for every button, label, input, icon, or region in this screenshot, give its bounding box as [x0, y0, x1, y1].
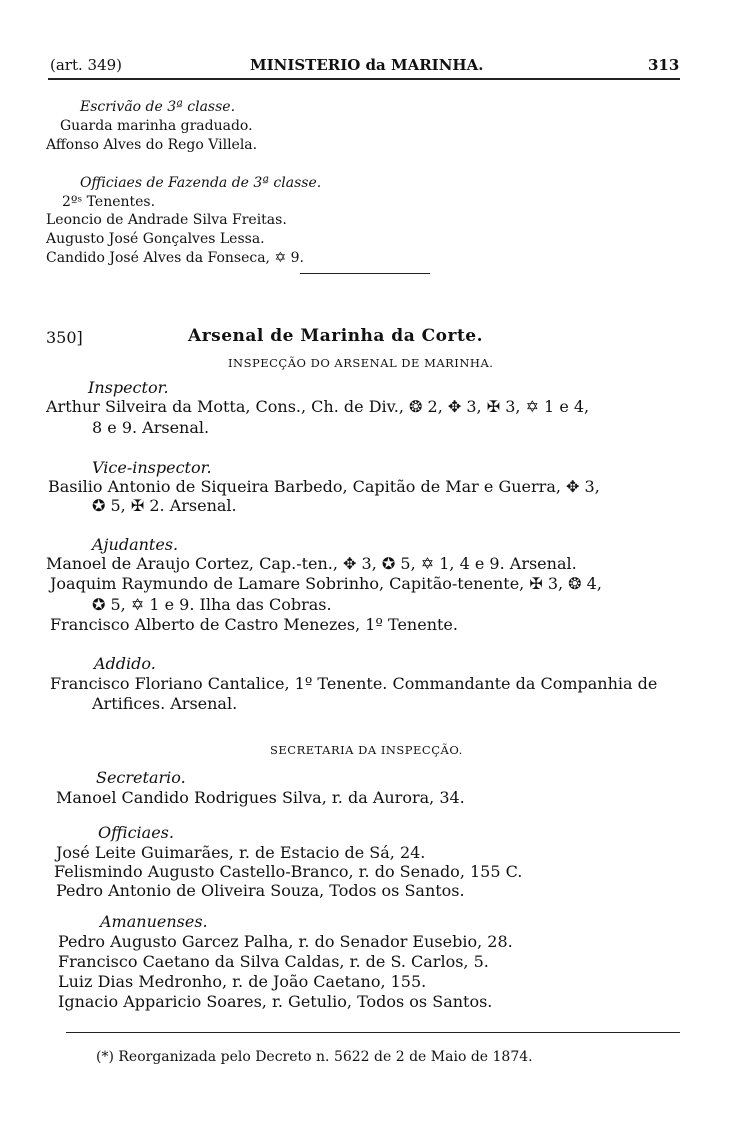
entry-line: Pedro Antonio de Oliveira Souza, Todos os Santos. [56, 881, 465, 900]
role-heading-inspector: Inspector. [88, 378, 169, 397]
section-heading-officiaes-fazenda: Officiaes de Fazenda de 3ª classe. [80, 175, 322, 191]
entry-line: Ignacio Apparicio Soares, r. Getulio, Todos os Santos. [58, 992, 493, 1011]
role-heading-officiaes: Officiaes. [98, 823, 174, 842]
entry-continuation: Artifices. Arsenal. [92, 694, 238, 713]
page-number: 313 [648, 56, 680, 74]
entry-line: Basilio Antonio de Siqueira Barbedo, Capitão de Mar e Guerra, ✥ 3, [48, 477, 600, 496]
entry-line: Felismindo Augusto Castello-Branco, r. do Senado, 155 C. [54, 862, 523, 881]
role-heading-amanuenses: Amanuenses. [100, 912, 208, 931]
entry-line: José Leite Guimarães, r. de Estacio de Sá, 24. [56, 843, 426, 862]
entry-name: Augusto José Gonçalves Lessa. [46, 231, 265, 247]
role-heading-ajudantes: Ajudantes. [92, 535, 179, 554]
section-subtitle: INSPECÇÃO DO ARSENAL DE MARINHA. [228, 356, 494, 370]
entry-line: Pedro Augusto Garcez Palha, r. do Senador Eusebio, 28. [58, 932, 513, 951]
entry-line: Luiz Dias Medronho, r. de João Caetano, 155. [58, 972, 427, 991]
entry-line: Francisco Floriano Cantalice, 1º Tenente. Commandante da Companhia de [50, 674, 658, 693]
role-heading-secretario: Secretario. [96, 768, 186, 787]
entry-name: Leoncio de Andrade Silva Freitas. [46, 212, 287, 228]
entry-line: Arthur Silveira da Motta, Cons., Ch. de Div., ❂ 2, ✥ 3, ✠ 3, ✡ 1 e 4, [46, 397, 590, 416]
entry-name: Candido José Alves da Fonseca, ✡ 9. [46, 250, 304, 266]
entry-continuation: 8 e 9. Arsenal. [92, 418, 210, 437]
running-title: MINISTERIO da MARINHA. [250, 56, 484, 74]
entry-line: Joaquim Raymundo de Lamare Sobrinho, Capitão-tenente, ✠ 3, ❂ 4, [50, 574, 602, 593]
footnote: (*) Reorganizada pelo Decreto n. 5622 de 2 de Maio de 1874. [96, 1049, 533, 1065]
entry-line: Manoel Candido Rodrigues Silva, r. da Aurora, 34. [56, 788, 465, 807]
section-title: Arsenal de Marinha da Corte. [188, 326, 484, 346]
section-divider [300, 273, 430, 274]
article-number: 350] [46, 328, 83, 347]
section-subtitle: SECRETARIA DA INSPECÇÃO. [270, 743, 463, 757]
header-rule [48, 78, 680, 80]
subheading-tenentes: 2ºˢ Tenentes. [62, 194, 156, 210]
entry-continuation: ✪ 5, ✠ 2. Arsenal. [92, 496, 237, 515]
article-reference: (art. 349) [50, 56, 123, 74]
entry-name: Affonso Alves do Rego Villela. [46, 137, 258, 153]
section-heading-escrivao: Escrivão de 3ª classe. [80, 99, 236, 115]
footnote-rule [66, 1032, 680, 1033]
entry-line: Francisco Caetano da Silva Caldas, r. de S. Carlos, 5. [58, 952, 489, 971]
entry-line: Francisco Alberto de Castro Menezes, 1º Tenente. [50, 615, 458, 634]
entry-continuation: ✪ 5, ✡ 1 e 9. Ilha das Cobras. [92, 595, 332, 614]
subheading-guarda-marinha: Guarda marinha graduado. [60, 118, 253, 134]
entry-line: Manoel de Araujo Cortez, Cap.-ten., ✥ 3, ✪ 5, ✡ 1, 4 e 9. Arsenal. [46, 554, 577, 573]
role-heading-addido: Addido. [94, 654, 156, 673]
role-heading-vice-inspector: Vice-inspector. [92, 458, 212, 477]
